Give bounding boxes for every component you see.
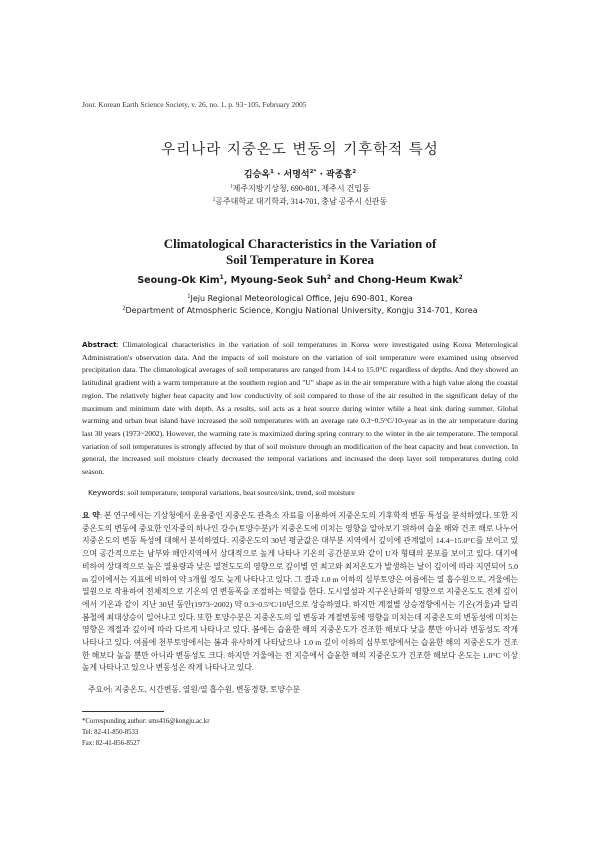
author-sup: 1 xyxy=(269,169,274,175)
author-name: 서명석 xyxy=(283,170,310,180)
author-sup: 2 xyxy=(458,274,463,281)
author-separator: and xyxy=(330,275,358,286)
keywords-label: Keywords xyxy=(88,488,124,497)
english-affiliation-2 xyxy=(0,306,600,315)
korean-affiliation-1 xyxy=(0,183,600,194)
author-sup: 2 xyxy=(352,169,357,175)
author-separator: , xyxy=(223,275,231,286)
telephone-footnote: Tel: 82-41-850-8533 xyxy=(82,729,139,736)
affiliation-sup: 2 xyxy=(212,197,216,203)
affiliation-text: Department of Atmospheric Science, Kongju National University, Kongju 314-701, Korea xyxy=(125,306,478,315)
korean-title: 우리나라 지중온도 변동의 기후학적 특성 xyxy=(161,142,439,158)
abstract-label: Abstract xyxy=(82,340,117,349)
author-name: Myoung-Seok Suh xyxy=(230,275,327,286)
korean-abstract xyxy=(82,510,518,675)
abstract-text: : Climatological characteristics in the variation of soil temperatures in Korea were investigated using Korea Meterological Administration's observation data. And the impacts of soil moisture on the variation of soil temperature were examined using observed precipitation data. The climatological averages of soil temperatures are ranged from 14.4 to 15.0°C regardless of depths. And they showed an latitudinal gradient with a warm temperature at the southern region and "U" shape as in the air temperature with a high value along the coastal region. The relatively higher heat capacity and low conductivity of soil compared to those of the air resulted in the significant delay of the maximum and minimum date with depth. As a results, soil acts as a heat source during winter while a heat sink during summer. Global warming and urban heat island have increased the soil temperatures with an average rate 0.3~0.5°C/10-year as in the air temperature during last 30 years (1973~2002). However, the warming rate is maximized during spring contrary to the winter in the air temperature. The temporal variation of soil temperatures is strongly affected by that of soil moisture through an modification of the heat capacity and heat convection. In general, the increased soil moisture clearly decreased the temporal variations and increased the deep layer soil temperatures during cold season. xyxy=(82,340,518,477)
author-separator: · xyxy=(273,170,284,180)
korean-affiliation-2 xyxy=(0,196,600,207)
author-name: 곽종흠 xyxy=(326,170,353,180)
author-separator: · xyxy=(316,170,327,180)
affiliation-text: Jeju Regional Meteorological Office, Jeju 690-801, Korea xyxy=(190,294,413,303)
english-keywords xyxy=(88,488,518,497)
korean-keywords xyxy=(88,684,300,695)
author-sup: 2 xyxy=(326,274,331,281)
author-name: Seoung-Ok Kim xyxy=(137,275,220,286)
affiliation-sup: 2 xyxy=(122,305,126,312)
korean-keywords-label: 주요어 xyxy=(88,685,111,694)
author-name: Chong-Heum Kwak xyxy=(357,275,459,286)
author-sup: 1 xyxy=(219,274,224,281)
english-title-line-2: Soil Temperature in Korea xyxy=(226,252,374,267)
affiliation-text: 공주대학교 대기학과, 314-701, 충남 공주시 신관동 xyxy=(215,197,388,206)
english-affiliation-1 xyxy=(0,294,600,303)
corresponding-author-footnote: *Corresponding author: sms416@kongju.ac.kr xyxy=(82,718,210,725)
korean-abstract-label: 요 약 xyxy=(82,511,100,520)
affiliation-sup: 1 xyxy=(187,293,191,300)
keywords-text: : soil temperature, temporal variations, heat source/sink, trend, soil moisture xyxy=(123,488,355,497)
footnote-divider xyxy=(82,711,164,712)
author-sup: 2* xyxy=(309,169,317,175)
journal-reference: Jour. Korean Earth Science Society, v. 26, no. 1, p. 93−105, February 2005 xyxy=(82,100,307,109)
author-name: 김승옥 xyxy=(243,170,270,180)
english-title-line-1: Climatological Characteristics in the Variation of xyxy=(163,236,437,251)
english-authors xyxy=(0,275,600,286)
affiliation-sup: 1 xyxy=(230,184,233,190)
english-title xyxy=(0,236,600,268)
korean-authors xyxy=(0,167,600,180)
korean-keywords-text: : 지중온도, 시간변동, 열원/열 흡수원, 변동경향, 토양수분 xyxy=(110,685,301,694)
korean-abstract-text: : 본 연구에서는 기상청에서 운용중인 지중온도 관측소 자료를 이용하여 지중온도의 기후학적 변동 특성을 분석하였다. 또한 지중온도의 변동에 중요한 인자중의 하나인 강수(토양수분)가 지중온도에 미치는 영향을 알아보기 위하여 습윤 해와 건조 해로 나누어 지중온도의 변동 특성에 대해서 분석하였다. 지중온도의 30년 평균값은 대부분 지역에서 깊이에 관계없이 14.4~15.0°C를 보이고 있으며 공간적으로는 남부와 해안지역에서 상대적으로 높게 나타나 기온의 공간분포와 같이 U자 형태의 분포를 보이고 있다. 대기에 비하여 상대적으로 높은 열용량과 낮은 열전도도의 영향으로 깊이별 연 최고와 최저온도가 발생하는 날이 깊이에 따라 지연되어 5.0 m 깊이에서는 지표에 비하여 약 3개월 정도 늦게 나타나고 있다. 그 결과 1.0 m 이하의 심부토양은 여름에는 열 흡수원으로, 겨울에는 열원으로 작용하여 전체적으로 기온의 연 변동폭을 조절하는 역할을 한다. 도시열섬과 지구온난화의 영향으로 지중온도도 전체 깊이에서 기온과 같이 지난 30년 동안(1973~2002) 약 0.3~0.5°C/10년으로 상승하였다. 하지만 계절별 상승경향에서는 기온(겨울)과 달리 봄철에 최대상승이 일어나고 있다. 또한 토양수분은 지중온도의 일 변동과 계절변동에 영향을 미치는데 지중온도의 변동성에 미치는 영향은 계절과 깊이에 따라 다르게 나타나고 있다. 봄에는 습윤한 해의 지중온도가 건조한 해보다 낮을 뿐만 아니라 변동성도 작게 나타나고 있다. 여름에 천부토양에서는 봄과 유사하게 나타났으나 1.0 m 깊이 이하의 심부토양에서는 습윤한 해의 지중온도가 건조한 해보다 높을 뿐만 아니라 변동성도 크다. 하지만 겨울에는 전 지층에서 습윤한 해의 지중온도가 건조한 해보다 온도는 1.0°C 이상 높게 나타나고 있으나 변동성은 작게 나타나고 있다. xyxy=(82,511,518,673)
fax-footnote: Fax: 82-41-856-8527 xyxy=(82,740,140,747)
english-abstract xyxy=(82,339,518,479)
affiliation-text: 제주지방기상청, 690-801, 제주시 건입동 xyxy=(232,184,370,193)
